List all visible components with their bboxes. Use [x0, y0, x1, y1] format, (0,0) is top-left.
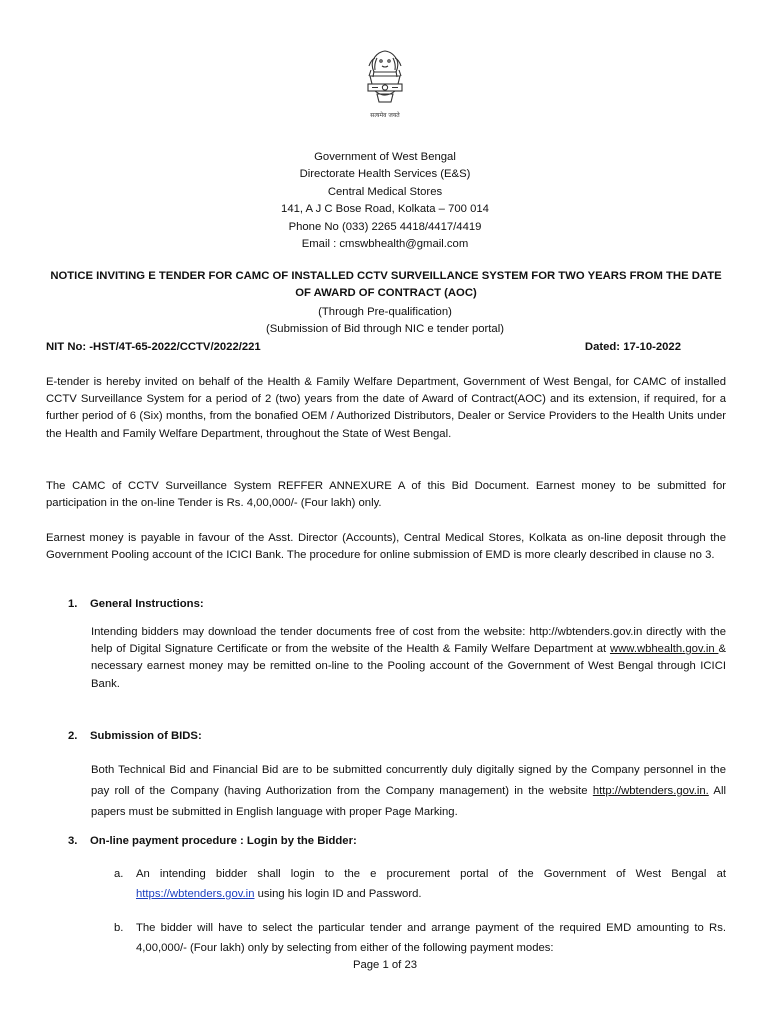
section-2-body: [91, 760, 726, 823]
wbhealth-link[interactable]: www.wbhealth.gov.in: [609, 643, 719, 656]
camc-paragraph: The CAMC of CCTV Surveillance System REFFER ANNEXURE A of this Bid Document. Earnest money to be submitted for participation in the on-line Tender is Rs. 4,00,000/- (Four lakh) only.: [46, 480, 726, 510]
state-emblem: [355, 46, 415, 124]
list-text: The bidder will have to select the particular tender and arrange payment of the required EMD amounting to Rs. 4,00,000/- (Four lakh) only by selecting from either of the following payment modes:: [136, 922, 726, 954]
section-text: & necessary earnest money may be remitted on-line to the Pooling account of the Government of West Bengal through ICICI Bank.: [91, 643, 727, 690]
intro-paragraph: E-tender is hereby invited on behalf of the Health & Family Welfare Department, Government of West Bengal, for CAMC of installed CCTV Surveillance System for a period of 2 (two) years from the date of Award of Contract(AOC) and its extension, if required, for a further period of 6 (Six) months, from the bonafied OEM / Authorized Distributors, Dealer or Service Providers to the Health Units under the Health and Family Welfare Department, throughout the State of West Bengal.: [46, 376, 726, 440]
list-text: using his login ID and Password.: [254, 888, 422, 900]
office-address: [0, 149, 770, 253]
nit-date: Dated: 17-10-2022: [584, 341, 681, 353]
section-number: 1.: [68, 598, 78, 610]
section-title: On-line payment procedure : Login by the Bidder:: [90, 835, 357, 847]
wbtenders-https-link[interactable]: https://wbtenders.gov.in: [136, 888, 255, 900]
section-number: 2.: [68, 730, 78, 742]
page-number: Page 1 of 23: [352, 959, 418, 971]
section-text: All papers must be submitted in English language with proper Page Marking.: [91, 785, 726, 818]
section-heading: [68, 833, 357, 850]
notice-title-line: NOTICE INVITING E TENDER FOR CAMC OF INSTALLED CCTV SURVEILLANCE SYSTEM FOR TWO YEARS FROM THE DATE: [50, 270, 722, 282]
section-heading: [68, 596, 204, 613]
notice-title-line: OF AWARD OF CONTRACT (AOC): [295, 287, 477, 300]
emblem-caption: सत्यमेव जयते: [370, 112, 400, 119]
nit-row: [46, 339, 726, 356]
section-text: Both Technical Bid and Financial Bid are to be submitted concurrently duly digitally signed by the Company personnel in the pay roll of the Company (having Authorization from the Company management) in the website: [91, 764, 726, 797]
wbtenders-link[interactable]: http://wbtenders.gov.in.: [592, 785, 709, 797]
list-text: An intending bidder shall login to the e procurement portal of the Government of West Bengal at: [136, 868, 726, 880]
section-heading: [68, 728, 202, 745]
notice-title: [46, 268, 726, 302]
list-marker: a.: [114, 868, 124, 880]
list-marker: b.: [114, 922, 124, 934]
list-item: [114, 864, 726, 904]
notice-subtitle: (Through Pre-qualification): [318, 306, 452, 318]
section-text: Intending bidders may download the tender documents free of cost from the website: http://wbtenders.gov.in directly with the help of Digital Signature Certificate or from the website of the Health & Family Welfare Department at: [91, 626, 726, 656]
address-line: Directorate Health Services (E&S): [299, 168, 471, 181]
address-line: Phone No (033) 2265 4418/4417/4419: [288, 220, 482, 233]
nit-number: NIT No: -HST/4T-65-2022/CCTV/2022/221: [46, 341, 261, 353]
address-line: Government of West Bengal: [314, 151, 456, 163]
address-line: Email : cmswbhealth@gmail.com: [301, 237, 469, 250]
list-item: [114, 918, 726, 958]
section-1-body: [91, 624, 726, 693]
section-title: Submission of BIDS:: [90, 730, 202, 742]
address-line: 141, A J C Bose Road, Kolkata – 700 014: [281, 203, 489, 216]
notice-subtitle: (Submission of Bid through NIC e tender portal): [266, 323, 504, 335]
state-emblem-icon: [355, 46, 415, 110]
emd-paragraph: Earnest money is payable in favour of the Asst. Director (Accounts), Central Medical Stores, Kolkata as on-line deposit through the Government Pooling account of the ICICI Bank. The procedure for online submission of EMD is more clearly described in clause no 3.: [46, 532, 726, 562]
section-title: General Instructions:: [90, 598, 204, 610]
address-line: Central Medical Stores: [327, 185, 443, 198]
section-number: 3.: [68, 835, 78, 847]
